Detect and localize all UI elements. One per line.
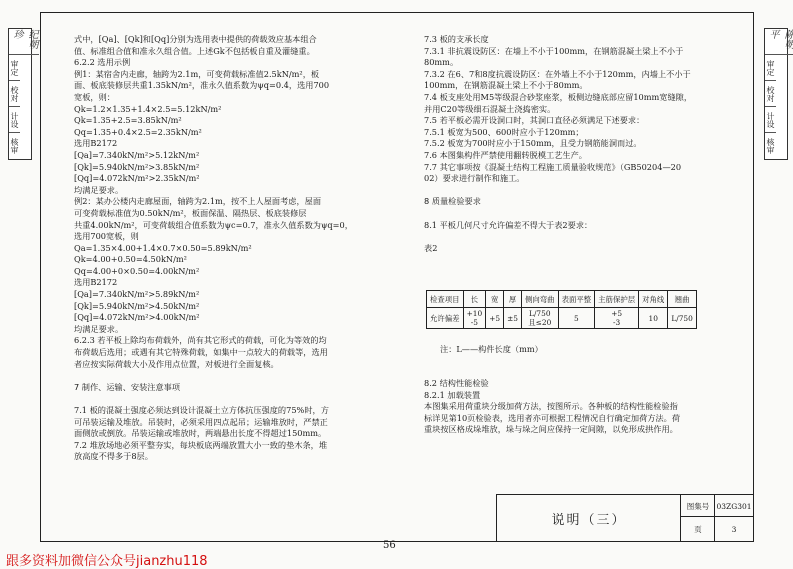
text-line: 8 质量检验要求 [424, 196, 481, 207]
text-line: 7.2 堆放场地必须平整夯实，每块板底两端放置大小一致的垫木条，堆 [74, 439, 328, 450]
right-strip-cell: 审定 [765, 55, 776, 81]
text-line: 7.4 板支座处用M5等级混合砂浆座浆，板侧边缝底部应留10mm宽缝隙， [424, 91, 693, 102]
text-line: 可吊装运输及堆放。吊装时，必须采用四点起吊；运输堆放时，严禁正 [74, 416, 328, 427]
text-line: Qk=1.2×1.35+1.4×2.5=5.12kN/m² [74, 103, 222, 114]
text-line: 例2：某办公楼内走廊屋面，轴跨为2.1m，按不上人屋面考虑，屋面 [74, 196, 322, 207]
text-line: 面、板底装修层共重1.35kN/m²，准永久值系数为ψq=0.4，选用700 [74, 80, 330, 91]
text-line: [Qq]=4.072kN/m²>2.35kN/m² [74, 173, 200, 184]
table-row [427, 308, 697, 329]
text-line: 7.7 其它事项按《混凝土结构工程施工质量验收规范》（GB50204—20 [424, 161, 682, 172]
left-strip-cell: 校对 [9, 81, 20, 107]
sheet-title: 说明（三） [496, 494, 681, 541]
left-strip-cell: 核审 [10, 137, 19, 154]
table-header-cell: 检查项目 [427, 291, 464, 308]
text-line: 面侧放或倒放。吊装运输或堆放时，两端悬出长度不得超过150mm。 [74, 428, 327, 439]
text-line: 共重4.00kN/m²，可变荷载组合值系数为ψc=0.7，准永久值系数为ψq=0， [74, 219, 353, 230]
text-line: 放高度不得多于8层。 [74, 451, 153, 462]
right-column-bottom-text [424, 378, 680, 436]
text-line: 标详见第10页检验表，选用者亦可根据工程情况自行确定加荷方法。荷 [424, 412, 681, 423]
text-line: 值、标准组合值和准永久组合值。上述Gk不包括板自重及灌缝重。 [74, 45, 315, 56]
table-header-cell: 侧向弯曲 [522, 291, 559, 308]
text-line: 7.3.2 在6、7和8度抗震设防区：在外墙上不小于120mm，内墙上不小于 [424, 68, 691, 79]
text-line: 均满足要求。 [74, 323, 124, 334]
left-strip-cell: 计设 [9, 107, 20, 133]
table-cell: +10 -5 [463, 308, 486, 329]
text-line: 者应按实际荷载大小及作用点位置，对板进行全面复核。 [74, 358, 279, 369]
text-line: 选用B2172 [74, 277, 118, 288]
table-header-cell: 表面平整 [558, 291, 595, 308]
table-cell: +5 [486, 308, 504, 329]
text-line: 8.2.1 加载装置 [424, 389, 481, 400]
text-line: 选用B2172 [74, 138, 118, 149]
text-line: 6.2.2 选用示例 [74, 57, 131, 68]
right-strip-cell: 计设 [765, 107, 776, 133]
text-line: Qq=4.00+0×0.50=4.00kN/m² [74, 265, 200, 276]
left-strip-handwriting: 纪朝珍 [9, 29, 39, 55]
text-line: 7.3 板的支承长度 [424, 34, 489, 44]
text-line [74, 370, 353, 382]
right-strip-cell: 校对 [765, 81, 776, 107]
table-header-cell: 宽 [486, 291, 504, 308]
text-line: 选用700宽板，则 [74, 231, 139, 242]
text-line: 本图集采用荷重块分级加荷方法，按图所示。各种板的结构性能检验指 [424, 401, 678, 412]
right-column-text [424, 34, 692, 254]
text-line: 7.3.1 非抗震设防区：在墙上不小于100mm，在钢筋混凝土梁上不小于 [424, 45, 684, 56]
text-line: 7.1 板的混凝土强度必须达到设计混凝土立方体抗压强度的75%时，方 [74, 405, 329, 415]
text-line: 均满足要求。 [74, 184, 124, 195]
text-line: Qa=1.35×4.00+1.4×0.7×0.50=5.89kN/m² [74, 242, 252, 253]
text-line: 表2 [424, 242, 438, 253]
text-line: [Qa]=7.340kN/m²>5.89kN/m² [74, 289, 200, 300]
table-cell: +5 -3 [595, 308, 639, 329]
table-header-cell: 对角线 [639, 291, 668, 308]
table-row-label: 允许偏差 [427, 308, 464, 329]
page-label: 页 [680, 516, 715, 541]
left-strip-cell: 审定 [9, 55, 20, 81]
text-line: 7 制作、运输、安装注意事项 [74, 381, 181, 392]
text-line [424, 231, 692, 243]
left-signature-strip [8, 28, 37, 160]
right-signature-strip [764, 28, 793, 160]
right-strip-cell: 核审 [766, 137, 775, 154]
text-line: 例1：某宿舍内走廊，轴跨为2.1m，可变荷载标准值2.5kN/m²，板 [74, 68, 320, 79]
table-header-cell: 厚 [504, 291, 522, 308]
text-line: 02）要求进行制作和施工。 [424, 173, 525, 184]
text-line [424, 185, 692, 197]
text-line: 重块按区格成垛堆放，垛与垛之间应保持一定间隙，以免形成拱作用。 [424, 424, 678, 435]
atlas-label: 图集号 [680, 494, 715, 517]
text-line: 100mm，在钢筋混凝土梁上不小于80mm。 [424, 80, 588, 91]
atlas-number: 03ZG301 [714, 494, 753, 517]
text-line: [Qa]=7.340kN/m²>5.12kN/m² [74, 149, 200, 160]
text-line: Qk=1.35+2.5=3.85kN/m² [74, 115, 182, 126]
table-note: 注：L——构件长度（mm） [440, 344, 543, 354]
sheet-page-number: 3 [714, 516, 753, 541]
table-cell: 5 [558, 308, 595, 329]
title-block [496, 494, 752, 540]
left-column-text [74, 34, 353, 463]
table-header-cell: 翘曲 [668, 291, 697, 308]
text-line: 7.5.1 板宽为500、600时应小于120mm； [424, 126, 584, 137]
table-cell: L/750 [668, 308, 697, 329]
table-cell: ±5 [504, 308, 522, 329]
table-header-cell: 长 [463, 291, 486, 308]
watermark-text: 跟多资料加微信公众号jianzhu118 [6, 554, 208, 569]
text-line [424, 208, 692, 220]
table-cell: 10 [639, 308, 668, 329]
table-header-cell: 主筋保护层 [595, 291, 639, 308]
text-line: 宽板，则： [74, 91, 115, 102]
text-line: [Qq]=4.072kN/m²>4.00kN/m² [74, 312, 200, 323]
page-number: 56 [383, 540, 396, 551]
right-strip-handwriting: 陈朝平 [765, 29, 793, 55]
text-line: Qk=4.00+0.50=4.50kN/m² [74, 254, 187, 265]
text-line: 8.1 平板几何尺寸允许偏差不得大于表2要求： [424, 219, 593, 230]
text-line: 可变荷载标准值为0.50kN/m²，板面保温、隔热层、板底装修层 [74, 207, 307, 218]
text-line: 并用C20等级细石混凝土浇捣密实。 [424, 103, 556, 114]
text-line: 80mm。 [424, 57, 459, 68]
text-line: Qq=1.35+0.4×2.5=2.35kN/m² [74, 126, 202, 137]
table-header-row [427, 291, 697, 308]
text-line [74, 393, 353, 405]
table-cell: L/750 且≤20 [522, 308, 559, 329]
text-line: 8.2 结构性能检验 [424, 378, 489, 388]
text-line: 式中，[Qa]、[Qk]和[Qq]分别为选用表中提供的荷载效应基本组合 [74, 34, 317, 44]
text-line: 7.6 本图集构件严禁使用翻转脱模工艺生产。 [424, 149, 587, 160]
text-line: 布荷载后选用；或遇有其它特殊荷载，如集中一点较大的荷载等，选用 [74, 347, 328, 358]
text-line: 7.5.2 板宽为700时应小于150mm，且受力钢筋能洞而过。 [424, 138, 642, 149]
text-line: [Qk]=5.940kN/m²>3.85kN/m² [74, 161, 200, 172]
text-line: 6.2.3 若平板上除均布荷载外，尚有其它形式的荷载，可化为等效的均 [74, 335, 327, 346]
text-line: [Qk]=5.940kN/m²>4.50kN/m² [74, 300, 200, 311]
tolerance-table [426, 290, 697, 329]
text-line: 7.5 若平板必需开设洞口时，其洞口直径必须满足下述要求： [424, 115, 645, 126]
